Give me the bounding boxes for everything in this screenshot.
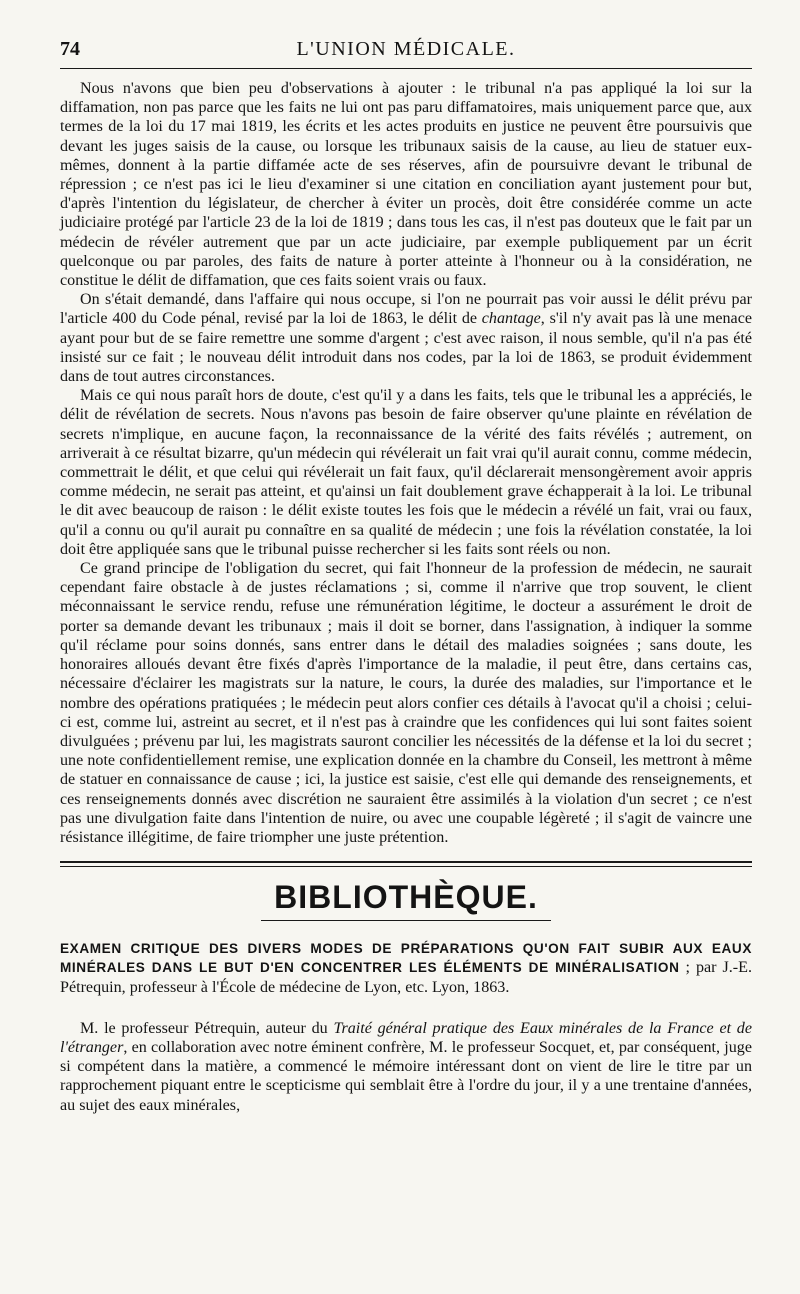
review-author: ; par J.-E. Pétrequin, professeur à l'École de médecine de Lyon, etc. Lyon, 1863. [60, 959, 752, 996]
paragraph-text: M. le professeur Pétrequin, auteur du [80, 1019, 334, 1037]
running-head [60, 36, 752, 62]
review-heading [60, 939, 752, 997]
paragraph-text: On s'était demandé, dans l'affaire qui nous occupe, si l'on ne pourrait pas voir aussi le délit prévu par l'article 400 du Code pénal, revisé par la loi de 1863, le délit de [60, 291, 752, 328]
paragraph: Ce grand principe de l'obligation du secret, qui fait l'honneur de la profession de médecin, ne saurait cependant faire obstacle à de justes réclamations ; si, comme il n'arrive que trop souvent, le client méconnaissant le service rendu, refuse une rémunération légitime, le docteur a assurément le droit de porter sa demande devant les tribunaux ; mais il doit se borner, dans l'assignation, à indiquer la somme qu'il réclame pour soins donnés, sans entrer dans le détail des maladies soignées ; sans doute, les honoraires alloués devant être fixés d'après l'importance de la maladie, il peut être, dans certains cas, nécessaire d'éclairer les magistrats sur la nature, le cours, la durée des maladies, sur l'importance et le nombre des opérations pratiquées ; le médecin peut alors confier ces détails à l'avocat qu'il a choisi ; celui-ci est, comme lui, astreint au secret, et il n'est pas à craindre que les confidences qui lui sont faites soient divulguées ; prévenu par lui, les magistrats sauront concilier les nécessités de la défense et la loi du secret ; une note confidentiellement remise, une explication donnée en la chambre du Conseil, les mettront à même de statuer en connaissance de cause ; ici, la justice est saisie, c'est elle qui demande des renseignements, et ces renseignements donnés avec discrétion ne sauraient être assimilés à la violation d'un secret ; ce n'est pas une divulgation faite dans l'intention de nuire, ou avec une coupable légèreté ; il s'agit de vaincre une résistance illégitime, de faire triompher une juste prétention. [60, 560, 752, 846]
review-title: EXAMEN CRITIQUE DES DIVERS MODES DE PRÉPARATIONS QU'ON FAIT SUBIR AUX EAUX MINÉRALES DANS LE BUT D'EN CONCENTRER LES ÉLÉMENTS DE MINÉRALISATION [60, 941, 752, 976]
italic-term: chantage [481, 310, 541, 328]
paragraph: Nous n'avons que bien peu d'observations à ajouter : le tribunal n'a pas appliqué la loi sur la diffamation, non pas parce que les faits ne lui ont pas paru diffamatoires, mais uniquement parce que, aux termes de la loi du 17 mai 1819, les écrits et les actes produits en justice ne peuvent être poursuivis que devant les juges saisis de la cause, ou lorsque les tribunaux saisis de la cause, au lieu de statuer eux-mêmes, donnent à la partie diffamée acte de ses réserves, afin de poursuivre devant le tribunal de répression ; ce n'est pas ici le lieu d'examiner si une citation en conciliation ayant justement pour but, d'après l'intention du législateur, de chercher à éviter un procès, doit être considérée comme un acte judiciaire protégé par l'article 23 de la loi de 1819 ; dans tous les cas, il n'est pas douteux que le fait par un médecin de révéler autrement que par un acte judiciaire, par exemple publiquement par un écrit quelconque ou par paroles, des faits de nature à porter atteinte à l'honneur ou à la considération, ne constitue le délit de diffamation, que ces faits soient vrais ou faux. [60, 80, 752, 290]
section-title: BIBLIOTHÈQUE. [274, 879, 538, 916]
paragraph-text: , s'il n'y avait pas là une menace ayant pour but de se faire remettre une somme d'argent ; c'est avec raison, il nous semble, qu'il n'a pas été insisté sur ce fait ; le nouveau délit introduit dans nos codes, par la loi de 1863, se produit évidemment dans de tout autres circonstances. [60, 310, 752, 386]
paragraph-text: , en collaboration avec notre éminent confrère, M. le professeur Socquet, et, par conséquent, juge si compétent dans la matière, a commencé le mémoire intéressant dont on vient de lire le titre par un rapprochement piquant entre le scepticisme qui semblait être à l'ordre du jour, il y a une trentaine d'années, au sujet des eaux minérales, [60, 1038, 752, 1114]
title-underline [261, 920, 551, 921]
italic-book-title: Traité général pratique des Eaux minérales de la France et de l'étranger [60, 1019, 752, 1056]
journal-title: L'UNION MÉDICALE. [296, 38, 516, 60]
page-number: 74 [60, 38, 80, 60]
review-body [60, 1019, 752, 1115]
header-rule [60, 68, 752, 69]
paragraph [60, 1019, 752, 1115]
paragraph [60, 290, 752, 386]
paragraph: Mais ce qui nous paraît hors de doute, c'est qu'il y a dans les faits, tels que le tribunal les a appréciés, le délit de révélation de secrets. Nous n'avons pas besoin de faire observer qu'une plainte en révélation de secrets n'implique, en aucune façon, la reconnaissance de la vérité des faits révélés ; autrement, on arriverait à ce résultat bizarre, qu'un médecin qui révélerait un fait vrai qu'il aurait connu, comme médecin, commettrait le délit, et que celui qui révélerait un fait faux, qu'il déclarerait mensongèrement avoir appris comme médecin, ne serait pas atteint, et qu'ainsi un fait doublement grave échapperait à la loi. Le tribunal le dit avec beaucoup de raison : le délit existe toutes les fois que le médecin a révélé un fait, vrai ou faux, qu'il a connu ou qu'il aurait pu connaître en sa qualité de médecin ; une fois la révélation constatée, la loi doit être appliquée sans que le tribunal puisse rechercher si les faits sont réels ou non. [60, 387, 752, 558]
section-divider [60, 861, 752, 867]
article-body [60, 79, 752, 847]
